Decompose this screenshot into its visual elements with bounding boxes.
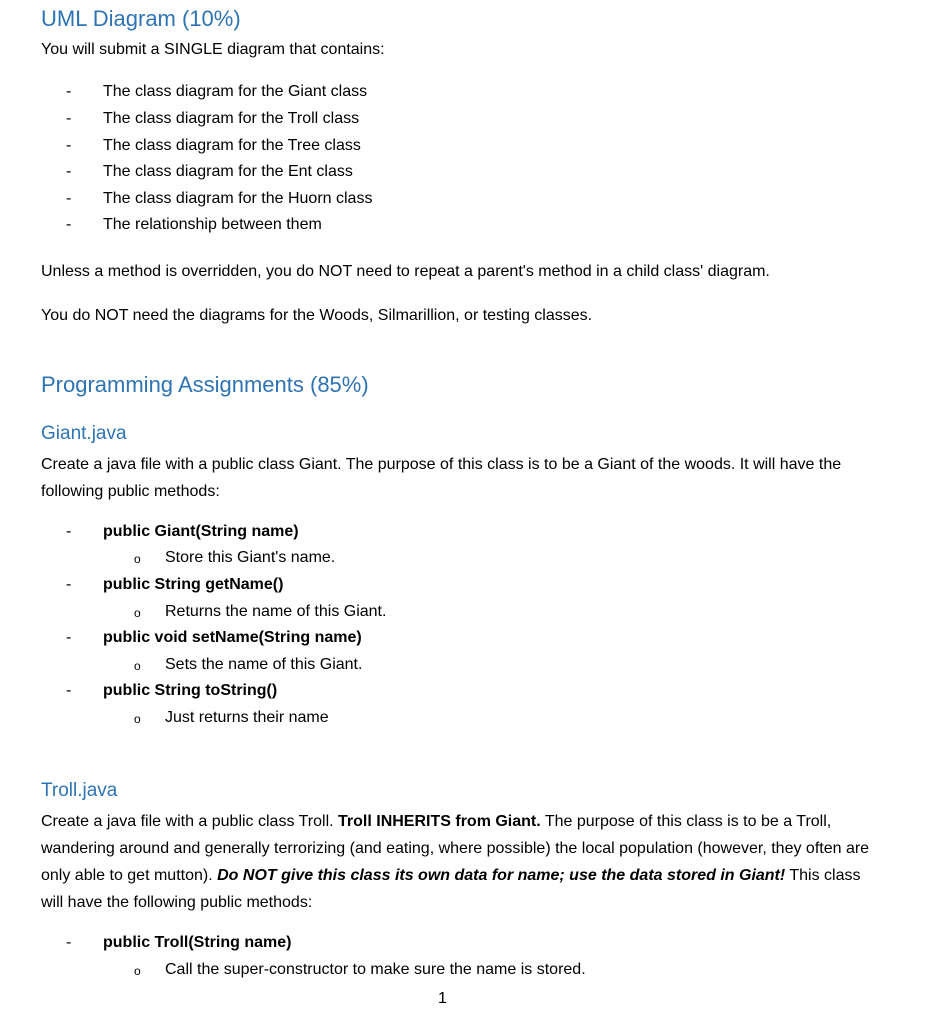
bullet-dash: - (66, 190, 72, 207)
method-signature: public String getName() (103, 576, 284, 593)
uml-skip-note: You do NOT need the diagrams for the Woods, Silmarillion, or testing classes. (41, 307, 593, 324)
bullet-dash: - (66, 83, 72, 100)
programming-heading: Programming Assignments (85%) (41, 372, 369, 397)
method-signature: public Troll(String name) (103, 934, 292, 951)
bullet-circle-icon: o (134, 552, 141, 566)
bullet-circle-icon: o (134, 964, 141, 978)
bullet-dash: - (66, 137, 72, 154)
bullet-circle-icon: o (134, 712, 141, 726)
bullet-circle-icon: o (134, 606, 141, 620)
document-page: UML Diagram (10%) You will submit a SINGLE diagram that contains: - The class diagram for the Giant class - The class diagram for the Troll class - The class diagram for the Tree class - The class diagram for the Ent class - The class diagram for the Huorn class - The relationship between them Unless a method is overridden, you do NOT need to repeat a parent's method in a child class' diagram. You do NOT need the diagrams for the Woods, Silmarillion, or testing classes. Programming Assignments (85%) Giant.java Create a java file with a public class Giant. The purpose of this class is to be a Giant of the woods. It will have the following public methods: - public Giant(String name) o Store this Giant's name. - public String getName() o Returns the name of this Giant. - public void setName(String name) o Sets the name of this Giant. - public String toString() o Just returns their name Troll.java Create a java file with a public class Troll. Troll INHERITS from Giant. The purpose of this class is to be a Troll, wandering around and generally terrorizing (and eating, where possible) the local population (however, they often are only able to get mutton). Do NOT give this class its own data for name; use the data stored in Giant! This class will have the following public methods: - public Troll(String name) o Call the super-constructor to make sure the name is stored. 1 (41, 6, 870, 1007)
troll-heading: Troll.java (41, 780, 118, 801)
giant-heading: Giant.java (41, 423, 127, 444)
uml-override-note: Unless a method is overridden, you do NOT need to repeat a parent's method in a child class' diagram. (41, 263, 770, 280)
bullet-dash: - (66, 629, 72, 646)
bullet-dash: - (66, 934, 72, 951)
giant-description: Create a java file with a public class Giant. The purpose of this class is to be a Giant of the woods. It will have the following public methods: (41, 456, 842, 500)
bullet-dash: - (66, 163, 72, 180)
bullet-dash: - (66, 682, 72, 699)
page-number: 1 (438, 990, 447, 1007)
method-signature: public String toString() (103, 682, 278, 699)
bullet-dash: - (66, 523, 72, 540)
bullet-dash: - (66, 576, 72, 593)
bullet-dash: - (66, 110, 72, 127)
uml-heading: UML Diagram (10%) (41, 6, 241, 31)
bullet-circle-icon: o (134, 659, 141, 673)
bullet-dash: - (66, 216, 72, 233)
uml-intro: You will submit a SINGLE diagram that contains: (41, 41, 385, 58)
method-signature: public void setName(String name) (103, 629, 362, 646)
method-signature: public Giant(String name) (103, 523, 299, 540)
troll-description: Create a java file with a public class Troll. Troll INHERITS from Giant. The purpose of this class is to be a Troll, wandering around and generally terrorizing (and eating, where possible) the local population (however, they often are only able to get mutton). Do NOT give this class its own data for name; use the data stored in Giant! This class will have the following public methods: (41, 813, 870, 911)
